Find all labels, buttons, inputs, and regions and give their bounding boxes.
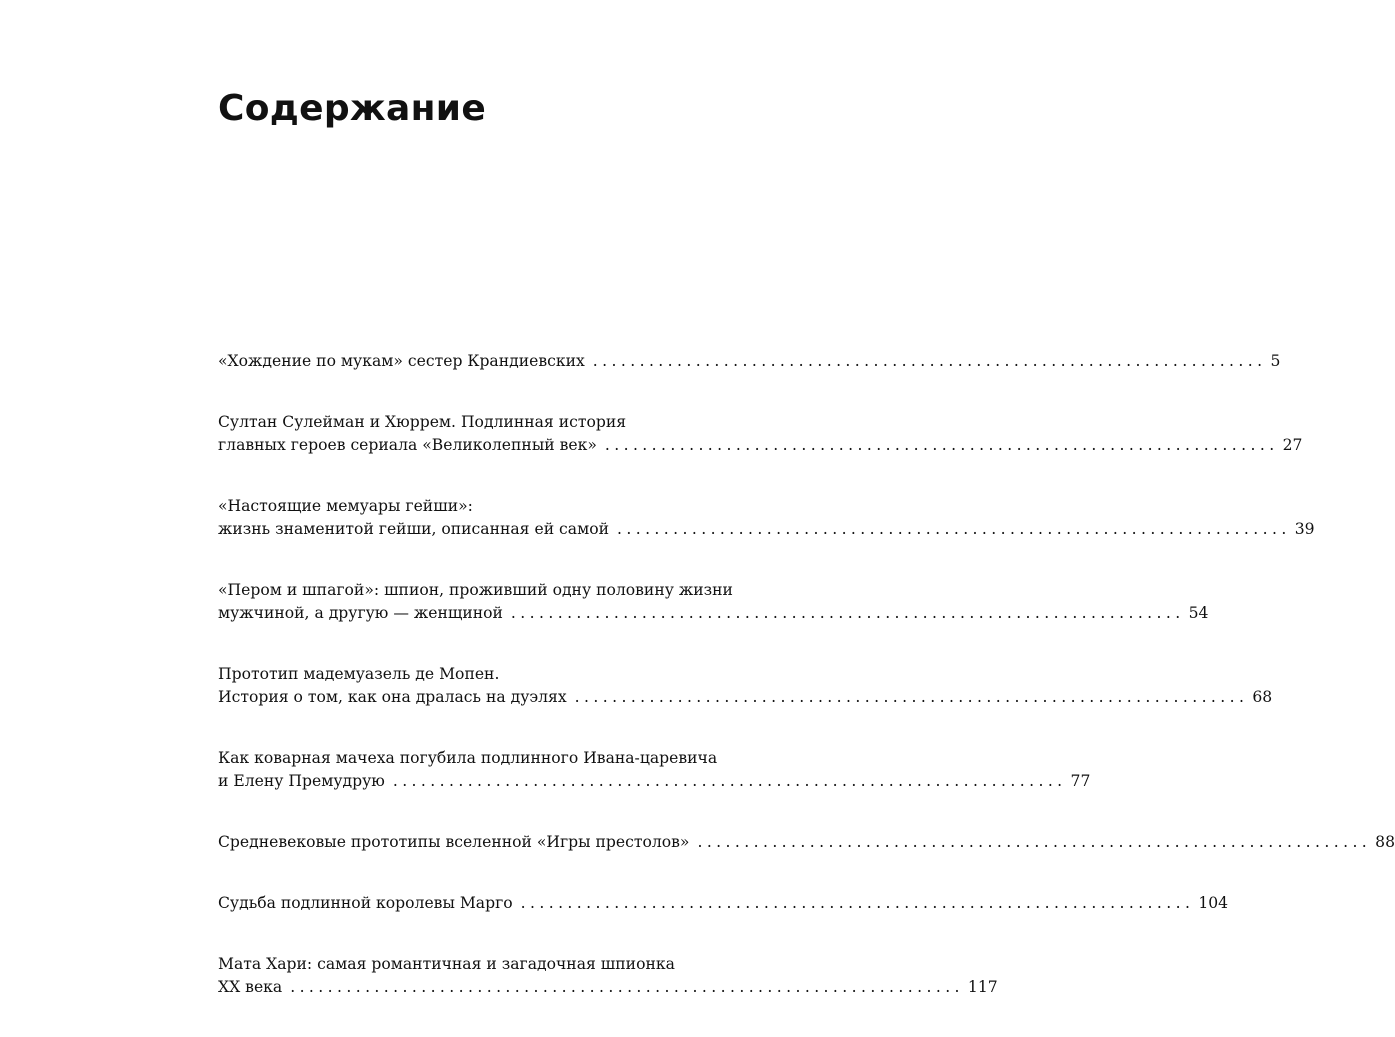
toc-entry-text: «Хождение по мукам» сестер Крандиевских <box>218 352 585 370</box>
toc-entry-text: Средневековые прототипы вселенной «Игры престолов» <box>218 833 690 851</box>
toc-entry-text: главных героев сериала «Великолепный век» <box>218 436 597 454</box>
toc-entry-text: История о том, как она дралась на дуэлях <box>218 688 567 706</box>
dot-leader: ........................................................................ <box>510 604 1185 622</box>
toc-entry <box>218 350 1281 373</box>
toc-entry-text: Султан Сулейман и Хюррем. Подлинная история <box>218 413 627 431</box>
dot-leader: ........................................................................ <box>697 833 1372 851</box>
toc-entry-text: жизнь знаменитой гейши, описанная ей самой <box>218 520 609 538</box>
toc-page-number: 104 <box>1198 894 1229 912</box>
toc-entry <box>218 747 1091 793</box>
toc-entry-text: Прототип мадемуазель де Мопен. <box>218 665 500 683</box>
toc-entry-text: и Елену Премудрую <box>218 772 385 790</box>
toc-entry <box>218 411 1303 457</box>
toc-page-number: 88 <box>1375 833 1395 851</box>
dot-leader: ........................................................................ <box>574 688 1249 706</box>
dot-leader: ........................................................................ <box>520 894 1195 912</box>
toc-entry-text: Мата Хари: самая романтичная и загадочная шпионка <box>218 955 675 973</box>
toc-entry-text: «Пером и шпагой»: шпион, проживший одну половину жизни <box>218 581 733 599</box>
toc-entry-text: XX века <box>218 978 283 996</box>
toc-entry <box>218 663 1273 709</box>
dot-leader: ........................................................................ <box>604 436 1279 454</box>
toc-page-number: 54 <box>1188 604 1209 622</box>
dot-leader: ........................................................................ <box>617 520 1291 538</box>
toc-entry <box>218 831 1395 854</box>
toc-page-number: 39 <box>1294 520 1315 538</box>
toc-page-number: 68 <box>1252 688 1273 706</box>
dot-leader: ........................................................................ <box>392 772 1067 790</box>
dot-leader: ........................................................................ <box>592 352 1267 370</box>
toc-entry-text: «Настоящие мемуары гейши»: <box>218 497 473 515</box>
toc-entry <box>218 953 998 999</box>
toc-page-number: 27 <box>1282 436 1303 454</box>
toc-entry <box>218 495 1315 541</box>
table-of-contents <box>218 350 1395 1037</box>
toc-page-number: 77 <box>1070 772 1091 790</box>
toc-page-number: 5 <box>1270 352 1281 370</box>
page-title: Содержание <box>218 88 487 129</box>
toc-entry-text: Как коварная мачеха погубила подлинного Ивана-царевича <box>218 749 718 767</box>
toc-entry-text: мужчиной, а другую — женщиной <box>218 604 503 622</box>
toc-entry-text: Судьба подлинной королевы Марго <box>218 894 513 912</box>
dot-leader: ........................................................................ <box>290 978 964 996</box>
toc-page-number: 117 <box>967 978 998 996</box>
toc-entry <box>218 892 1229 915</box>
toc-entry <box>218 579 1209 625</box>
